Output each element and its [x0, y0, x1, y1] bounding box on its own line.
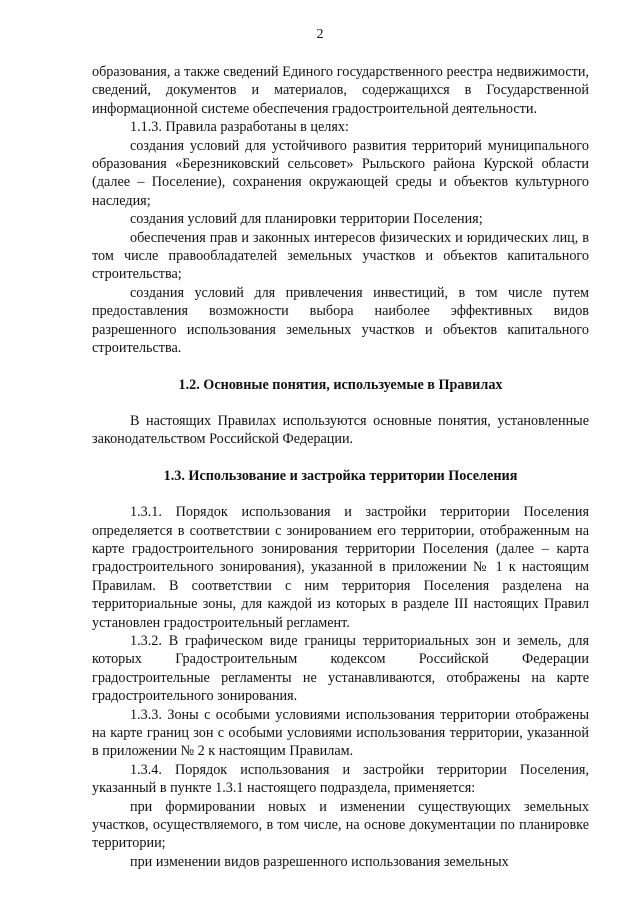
paragraph-apply-change-use: при изменении видов разрешенного использования земельных [130, 853, 509, 870]
paragraph-goal-planning: создания условий для планировки территории Поселения; [130, 211, 483, 228]
paragraph-basic-concepts: В настоящих Правилах используются основные понятия, установленные законодательством Российской Федерации. [92, 412, 589, 448]
paragraph-continuation: образования, а также сведений Единого государственного реестра недвижимости, сведений, документов и материалов, содержащихся в Государственной информационной системе обеспечения градостроительной деятельности. [92, 64, 589, 117]
paragraph-goal-rights: обеспечения прав и законных интересов физических и юридических лиц, в том числе правообладателей земельных участков и объектов капитального строительства; [92, 229, 589, 283]
section-heading-1-3: 1.3. Использование и застройка территории Поселения [163, 467, 518, 484]
page-number: 2 [316, 27, 324, 42]
paragraph-1-3-4: 1.3.4. Порядок использования и застройки территории Поселения, указанный в пункте 1.3.1 настоящего подраздела, применяется: [92, 761, 589, 797]
section-heading-1-2: 1.2. Основные понятия, используемые в Правилах [178, 376, 503, 393]
paragraph-1-1-3: 1.1.3. Правила разработаны в целях: [130, 119, 349, 136]
paragraph-goal-development: создания условий для устойчивого развития территорий муниципального образования «Березниковский сельсовет» Рыльского района Курской области (далее – Поселение), сохранения окружающей среды и объектов культурного наследия; [92, 137, 589, 209]
paragraph-1-3-2: 1.3.2. В графическом виде границы территориальных зон и земель, для которых Градостроительным кодексом Российской Федерации градостроительные регламенты не устанавливаются, отображены на карте градостроительного зонирования. [92, 632, 589, 705]
paragraph-goal-investments: создания условий для привлечения инвестиций, в том числе путем предоставления возможности выбора наиболее эффективных видов разрешенного использования земельных участков и объектов капитального строительства. [92, 284, 589, 357]
paragraph-1-3-1: 1.3.1. Порядок использования и застройки территории Поселения определяется в соответствии с зонированием его территории, отображенным на карте градостроительного зонирования территории Поселения (далее – карта градостроительного зонирования), указанной в приложении № 1 к настоящим Правилам. В соответствии с ним территория Поселения разделена на территориальные зоны, для каждой из которых в разделе III настоящих Правил установлен градостроительный регламент. [92, 504, 589, 631]
paragraph-apply-formation: при формировании новых и изменении существующих земельных участков, осуществляемого, в том числе, на основе документации по планировке территории; [92, 798, 589, 852]
document-body [92, 63, 589, 871]
paragraph-1-3-3: 1.3.3. Зоны с особыми условиями использования территории отображены на карте границ зон с особыми условиями использования территории, указанной в приложении № 2 к настоящим Правилам. [92, 706, 589, 760]
